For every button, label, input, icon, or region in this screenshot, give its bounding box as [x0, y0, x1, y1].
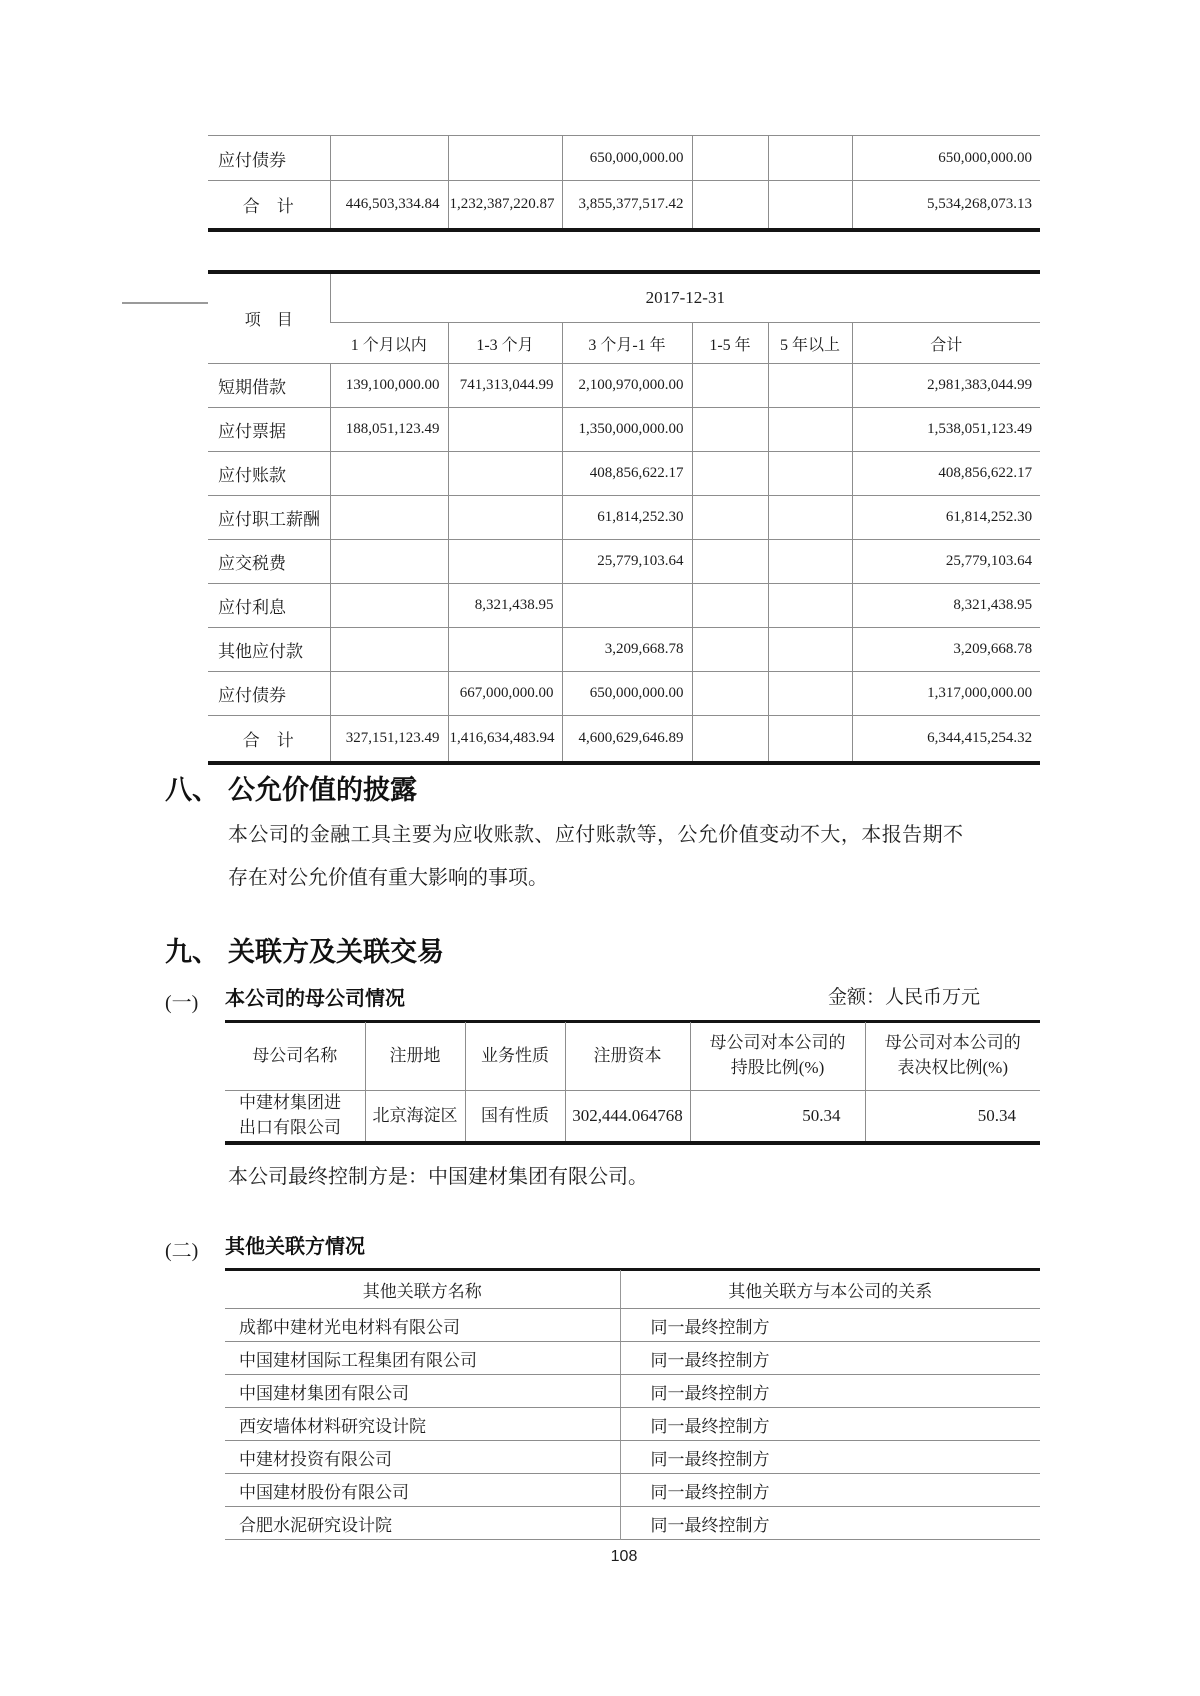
section-title: 关联方及关联交易 [228, 937, 444, 967]
amount-cell: 5,534,268,073.13 [852, 181, 1040, 231]
table-row-total [208, 716, 1040, 764]
maturity-table-prev-partial [208, 135, 1040, 232]
table-header-row [225, 1022, 1040, 1091]
col-header: 注册地 [365, 1022, 465, 1091]
col-header: 1 个月以内 [330, 323, 448, 364]
subsection-title: 其他关联方情况 [225, 1236, 365, 1258]
amount-cell [692, 672, 768, 716]
amount-cell: 408,856,622.17 [562, 452, 692, 496]
col-header: 注册资本 [565, 1022, 690, 1091]
related-party-name: 中国建材集团有限公司 [225, 1375, 620, 1408]
amount-cell: 25,779,103.64 [562, 540, 692, 584]
table-row [225, 1091, 1040, 1144]
amount-cell: 667,000,000.00 [448, 672, 562, 716]
col-header: 母公司对本公司的表决权比例(%) [865, 1022, 1040, 1091]
table-row [208, 452, 1040, 496]
amount-cell [768, 672, 852, 716]
amount-cell [768, 496, 852, 540]
section-title: 公允价值的披露 [228, 775, 417, 805]
table-row [225, 1441, 1040, 1474]
relationship: 同一最终控制方 [620, 1474, 1040, 1507]
amount-cell: 3,209,668.78 [852, 628, 1040, 672]
section8-paragraph: 本公司的金融工具主要为应收账款、应付账款等，公允价值变动不大，本报告期不存在对公允价值有重大影响的事项。 [228, 824, 963, 889]
table-row [225, 1375, 1040, 1408]
col-header: 其他关联方名称 [225, 1270, 620, 1309]
amount-cell [692, 584, 768, 628]
table-row [208, 628, 1040, 672]
table-row [208, 540, 1040, 584]
amount-cell: 2,100,970,000.00 [562, 364, 692, 408]
table-row [225, 1342, 1040, 1375]
amount-cell [768, 716, 852, 764]
date-header: 2017-12-31 [330, 272, 1040, 323]
margin-mark-line [122, 302, 208, 304]
amount-cell: 1,416,634,483.94 [448, 716, 562, 764]
table-row [208, 136, 1040, 181]
col-header: 其他关联方与本公司的关系 [620, 1270, 1040, 1309]
business-nature: 国有性质 [465, 1091, 565, 1144]
row-label: 合 计 [242, 197, 294, 216]
amount-cell [692, 364, 768, 408]
table-row [225, 1474, 1040, 1507]
table-row [225, 1408, 1040, 1441]
amount-cell: 2,981,383,044.99 [852, 364, 1040, 408]
amount-cell: 8,321,438.95 [448, 584, 562, 628]
amount-cell [330, 452, 448, 496]
maturity-table-2017 [208, 270, 1040, 765]
related-party-name: 中国建材股份有限公司 [225, 1474, 620, 1507]
amount-cell [330, 136, 448, 181]
col-header: 5 年以上 [768, 323, 852, 364]
relationship: 同一最终控制方 [620, 1342, 1040, 1375]
relationship: 同一最终控制方 [620, 1408, 1040, 1441]
table-row [208, 672, 1040, 716]
amount-cell: 650,000,000.00 [562, 672, 692, 716]
row-label: 应付账款 [208, 452, 330, 496]
registered-capital: 302,444.064768 [565, 1091, 690, 1144]
amount-cell [768, 628, 852, 672]
related-party-name: 成都中建材光电材料有限公司 [225, 1309, 620, 1342]
amount-cell [692, 496, 768, 540]
page-number: 108 [610, 1548, 638, 1565]
voting-ratio: 50.34 [865, 1091, 1040, 1144]
amount-cell: 188,051,123.49 [330, 408, 448, 452]
related-party-name: 中国建材国际工程集团有限公司 [225, 1342, 620, 1375]
shareholding-ratio: 50.34 [690, 1091, 865, 1144]
subsection-marker-2: (二) [165, 1240, 199, 1262]
amount-cell: 408,856,622.17 [852, 452, 1040, 496]
col-header: 1-5 年 [692, 323, 768, 364]
table-row [208, 584, 1040, 628]
amount-cell [448, 628, 562, 672]
amount-cell: 8,321,438.95 [852, 584, 1040, 628]
row-label: 合 计 [242, 731, 294, 750]
amount-cell [448, 408, 562, 452]
row-label: 应交税费 [208, 540, 330, 584]
amount-cell [768, 452, 852, 496]
related-party-name: 西安墙体材料研究设计院 [225, 1408, 620, 1441]
row-label: 应付职工薪酬 [208, 496, 330, 540]
col-header: 1-3 个月 [448, 323, 562, 364]
parent-company-table [225, 1022, 1040, 1145]
amount-cell: 741,313,044.99 [448, 364, 562, 408]
amount-cell: 4,600,629,646.89 [562, 716, 692, 764]
related-party-name: 合肥水泥研究设计院 [239, 1515, 392, 1535]
subsection-marker-1: (一) [165, 992, 199, 1014]
table-row [208, 364, 1040, 408]
table-header-row [208, 323, 1040, 364]
amount-cell [448, 496, 562, 540]
unit-note: 金额：人民币万元 [827, 987, 980, 1008]
amount-cell [562, 584, 692, 628]
amount-cell [692, 628, 768, 672]
amount-cell [768, 584, 852, 628]
row-label: 短期借款 [208, 364, 330, 408]
relationship: 同一最终控制方 [620, 1507, 1040, 1540]
amount-cell [330, 672, 448, 716]
amount-cell [330, 496, 448, 540]
amount-cell [448, 136, 562, 181]
amount-cell [330, 540, 448, 584]
amount-cell: 1,317,000,000.00 [852, 672, 1040, 716]
table-row-total [208, 181, 1040, 231]
section-marker: 八、 [165, 775, 219, 805]
related-party-name: 中建材投资有限公司 [225, 1441, 620, 1474]
table-row [225, 1309, 1040, 1342]
amount-cell: 61,814,252.30 [562, 496, 692, 540]
table-row [208, 496, 1040, 540]
amount-cell: 3,855,377,517.42 [562, 181, 692, 231]
amount-cell [692, 452, 768, 496]
amount-cell [330, 628, 448, 672]
row-label: 应付债券 [208, 672, 330, 716]
amount-cell: 650,000,000.00 [562, 136, 692, 181]
col-header: 3 个月-1 年 [562, 323, 692, 364]
registered-place: 北京海淀区 [365, 1091, 465, 1144]
row-label: 应付利息 [208, 584, 330, 628]
table-header-row [225, 1270, 1040, 1309]
subsection-heading-1 [225, 982, 1040, 1023]
table-header-row [208, 272, 1040, 323]
table-row [225, 1507, 1040, 1540]
row-label: 应付票据 [208, 408, 330, 452]
col-header: 母公司名称 [225, 1022, 365, 1091]
amount-cell [330, 584, 448, 628]
col-header: 合计 [852, 323, 1040, 364]
section-heading-8 [165, 768, 417, 807]
section-marker: 九、 [165, 937, 219, 967]
parent-company-name: 中建材集团进出口有限公司 [239, 1093, 341, 1137]
amount-cell [692, 181, 768, 231]
amount-cell [768, 181, 852, 231]
item-column-header: 项 目 [208, 272, 330, 364]
row-label: 其他应付款 [208, 628, 330, 672]
amount-cell [448, 452, 562, 496]
amount-cell [692, 540, 768, 584]
section-heading-9 [165, 930, 444, 969]
amount-cell [768, 136, 852, 181]
amount-cell [692, 136, 768, 181]
relationship: 同一最终控制方 [620, 1309, 1040, 1342]
amount-cell [692, 408, 768, 452]
col-header: 业务性质 [465, 1022, 565, 1091]
ultimate-controller-note: 本公司最终控制方是：中国建材集团有限公司。 [228, 1166, 648, 1188]
amount-cell [692, 716, 768, 764]
relationship: 同一最终控制方 [620, 1441, 1040, 1474]
relationship: 同一最终控制方 [620, 1375, 1040, 1408]
amount-cell: 1,350,000,000.00 [562, 408, 692, 452]
amount-cell: 650,000,000.00 [852, 136, 1040, 181]
table-row [208, 408, 1040, 452]
amount-cell: 1,538,051,123.49 [852, 408, 1040, 452]
row-label: 应付债券 [208, 136, 330, 181]
amount-cell: 139,100,000.00 [330, 364, 448, 408]
col-header: 母公司对本公司的持股比例(%) [690, 1022, 865, 1091]
amount-cell [768, 408, 852, 452]
amount-cell [768, 540, 852, 584]
subsection-heading-2 [225, 1230, 1040, 1271]
amount-cell: 327,151,123.49 [330, 716, 448, 764]
amount-cell: 1,232,387,220.87 [448, 181, 562, 231]
amount-cell [448, 540, 562, 584]
amount-cell: 61,814,252.30 [852, 496, 1040, 540]
amount-cell: 446,503,334.84 [330, 181, 448, 231]
amount-cell [768, 364, 852, 408]
amount-cell: 3,209,668.78 [562, 628, 692, 672]
subsection-title: 本公司的母公司情况 [225, 988, 405, 1010]
other-related-parties-table [225, 1270, 1040, 1540]
amount-cell: 6,344,415,254.32 [852, 716, 1040, 764]
amount-cell: 25,779,103.64 [852, 540, 1040, 584]
